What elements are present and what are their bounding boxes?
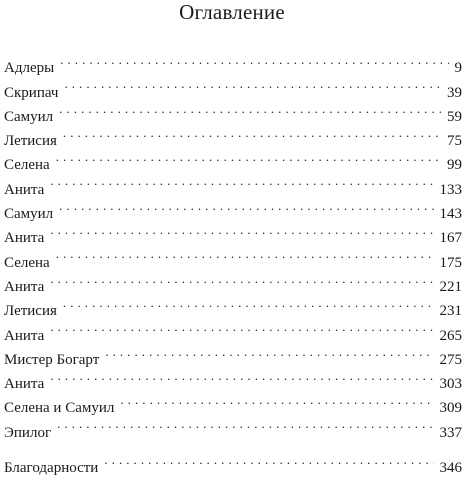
toc-entry [4,169,462,198]
dot-leader [50,315,433,339]
toc-entry-page: 309 [439,400,462,417]
toc-entry [4,340,462,368]
toc-entry-title: Анита [4,230,45,247]
toc-entry-page: 9 [454,60,462,77]
toc-entry-page: 303 [439,376,462,393]
toc-entry-page: 221 [439,278,462,295]
toc-entry-title: Летисия [4,133,57,150]
toc-entry [4,242,462,271]
dot-leader [56,145,441,169]
toc-entry-page: 143 [439,206,462,223]
dot-leader [60,48,448,72]
toc-entry-page: 337 [439,424,462,441]
toc-entry-title: Летисия [4,303,57,320]
dot-leader [63,291,434,315]
toc-entry-title: Селена [4,254,50,271]
toc-entry [4,315,462,344]
dot-leader [120,388,433,412]
toc-entry [4,448,462,477]
toc-entry-page: 275 [439,351,462,368]
dot-leader [64,72,441,96]
dot-leader [59,194,433,218]
toc-entry [4,267,462,295]
page-title: Оглавление [179,0,285,24]
toc-entry-page: 265 [439,327,462,344]
toc-entry-page: 175 [439,254,462,271]
toc-entry [4,412,462,441]
toc-entry [4,72,462,101]
toc-entry-page: 346 [439,460,462,477]
toc-entry-page: 99 [447,157,462,174]
toc-entry-title: Самуил [4,108,54,125]
toc-entry-page: 59 [447,108,462,125]
toc-entry-title: Благодарности [4,460,99,477]
toc-entry [4,97,462,125]
toc-entry-title: Эпилог [4,424,52,441]
toc-entry-page: 133 [439,181,462,198]
toc-entry-page: 39 [447,84,462,101]
toc-entry [4,145,462,174]
toc-entry [4,194,462,223]
toc-entry-title: Анита [4,376,45,393]
toc-entry [4,364,462,393]
toc-entry-title: Селена [4,157,50,174]
dot-leader [59,97,441,121]
toc-entry [4,291,462,320]
dot-leader [50,169,433,193]
toc-entry-title: Анита [4,327,45,344]
dot-leader [104,448,433,472]
table-of-contents [4,48,462,477]
dot-leader [56,242,434,266]
dot-leader [57,412,433,436]
toc-entry-title: Селена и Самуил [4,400,115,417]
toc-entry [4,388,462,417]
toc-entry-title: Адлеры [4,60,55,77]
dot-leader [50,267,433,291]
toc-entry-title: Скрипач [4,84,59,101]
toc-entry-title: Мистер Богарт [4,351,100,368]
toc-entry-title: Самуил [4,206,54,223]
toc-entry-page: 75 [447,133,462,150]
dot-leader [105,340,433,364]
toc-entry [4,48,462,77]
dot-leader [50,364,433,388]
toc-entry [4,218,462,247]
dot-leader [63,121,441,145]
toc-entry-page: 167 [439,230,462,247]
toc-entry-title: Анита [4,278,45,295]
dot-leader [50,218,433,242]
toc-entry-title: Анита [4,181,45,198]
toc-entry [4,121,462,150]
toc-entry-page: 231 [439,303,462,320]
